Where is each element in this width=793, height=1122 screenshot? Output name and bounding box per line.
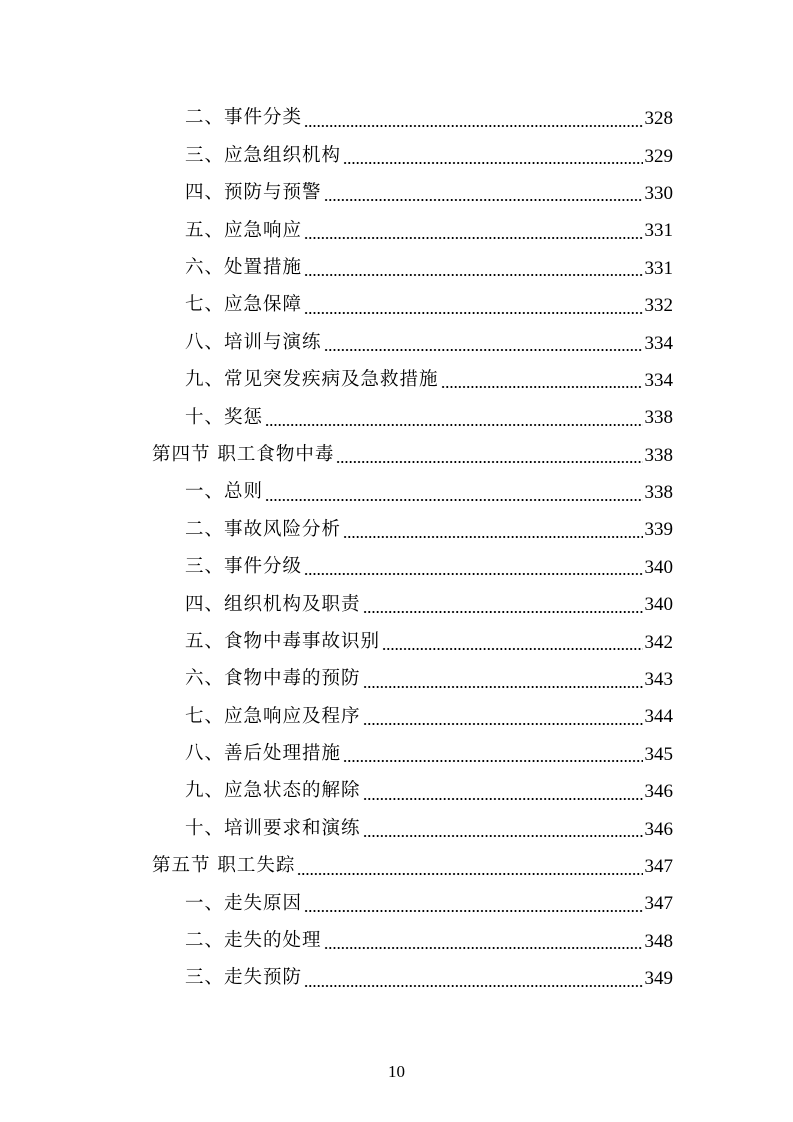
toc-entry-title: 六、处置措施 <box>185 257 303 278</box>
toc-dot-leader <box>297 858 642 876</box>
toc-entry-page: 344 <box>644 706 673 728</box>
toc-entry[interactable] <box>0 661 793 698</box>
toc-entry-title: 十、培训要求和演练 <box>185 817 361 839</box>
toc-entry-page: 338 <box>644 482 673 504</box>
toc-entry-title: 三、应急组织机构 <box>185 144 342 166</box>
table-of-contents <box>0 100 793 997</box>
toc-dot-leader <box>304 558 642 576</box>
toc-section-heading[interactable] <box>0 848 793 885</box>
toc-entry[interactable] <box>0 511 793 548</box>
toc-dot-leader <box>304 110 642 128</box>
toc-dot-leader <box>441 371 643 389</box>
toc-entry[interactable] <box>0 287 793 324</box>
toc-entry-page: 331 <box>644 257 673 279</box>
toc-entry[interactable] <box>0 923 793 960</box>
toc-entry[interactable] <box>0 623 793 660</box>
toc-entry-title: 二、事故风险分析 <box>185 518 342 540</box>
toc-entry[interactable] <box>0 736 793 773</box>
toc-entry-page: 334 <box>644 369 673 391</box>
toc-entry-page: 334 <box>644 332 673 354</box>
toc-entry-page: 340 <box>644 594 673 616</box>
toc-dot-leader <box>363 708 643 726</box>
toc-entry-title: 八、善后处理措施 <box>185 743 342 765</box>
toc-entry-title: 十、奖惩 <box>185 406 264 428</box>
toc-entry[interactable] <box>0 324 793 361</box>
toc-entry-title: 四、预防与预警 <box>185 182 322 204</box>
toc-entry-page: 348 <box>644 930 673 952</box>
toc-entry[interactable] <box>0 773 793 810</box>
toc-entry-title: 九、常见突发疾病及急救措施 <box>185 369 439 391</box>
toc-dot-leader <box>363 783 643 801</box>
toc-entry[interactable] <box>0 586 793 623</box>
toc-entry-page: 330 <box>644 182 673 204</box>
toc-entry-title: 七、应急保障 <box>185 294 303 316</box>
toc-entry-page: 347 <box>644 893 673 915</box>
toc-entry-title: 七、应急响应及程序 <box>185 705 361 727</box>
toc-entry-title: 第五节 职工失踪 <box>152 855 296 877</box>
toc-entry-title: 二、走失的处理 <box>185 930 322 952</box>
toc-entry-title: 二、事件分类 <box>185 107 303 129</box>
toc-entry-title: 第四节 职工食物中毒 <box>152 443 335 465</box>
toc-entry-title: 一、总则 <box>185 481 264 503</box>
toc-entry-title: 三、事件分级 <box>185 556 303 578</box>
page-number: 10 <box>388 1062 405 1081</box>
toc-dot-leader <box>363 671 643 689</box>
toc-dot-leader <box>363 820 643 838</box>
toc-entry-page: 349 <box>644 968 673 990</box>
toc-dot-leader <box>265 409 642 427</box>
toc-entry[interactable] <box>0 698 793 735</box>
toc-entry[interactable] <box>0 810 793 847</box>
toc-entry-page: 331 <box>644 220 673 242</box>
toc-entry[interactable] <box>0 549 793 586</box>
toc-entry-page: 342 <box>644 631 673 653</box>
toc-entry[interactable] <box>0 100 793 137</box>
toc-entry-title: 五、食物中毒事故识别 <box>185 630 381 652</box>
toc-dot-leader <box>324 184 643 202</box>
toc-entry-title: 九、应急状态的解除 <box>185 780 361 802</box>
toc-dot-leader <box>304 259 642 277</box>
toc-entry[interactable] <box>0 399 793 436</box>
toc-dot-leader <box>382 633 642 651</box>
toc-entry[interactable] <box>0 362 793 399</box>
toc-dot-leader <box>324 334 643 352</box>
toc-dot-leader <box>304 297 642 315</box>
toc-dot-leader <box>304 970 642 988</box>
toc-entry-page: 338 <box>644 444 673 466</box>
toc-entry-title: 六、食物中毒的预防 <box>185 668 361 690</box>
toc-entry[interactable] <box>0 885 793 922</box>
toc-dot-leader <box>343 147 642 165</box>
toc-entry[interactable] <box>0 212 793 249</box>
toc-dot-leader <box>343 521 642 539</box>
toc-dot-leader <box>265 484 642 502</box>
toc-entry[interactable] <box>0 137 793 174</box>
toc-entry-page: 328 <box>644 108 673 130</box>
toc-entry-title: 八、培训与演练 <box>185 331 322 353</box>
toc-dot-leader <box>336 446 642 464</box>
toc-entry-page: 346 <box>644 818 673 840</box>
toc-entry-page: 329 <box>644 145 673 167</box>
toc-dot-leader <box>324 932 643 950</box>
toc-entry-page: 339 <box>644 519 673 541</box>
toc-entry-title: 四、组织机构及职责 <box>185 593 361 615</box>
toc-entry-title: 五、应急响应 <box>185 219 303 241</box>
toc-entry[interactable] <box>0 960 793 997</box>
toc-entry-page: 340 <box>644 556 673 578</box>
toc-section-heading[interactable] <box>0 437 793 474</box>
toc-entry-page: 347 <box>644 856 673 877</box>
toc-dot-leader <box>304 222 642 240</box>
toc-entry-page: 343 <box>644 669 673 691</box>
toc-entry-title: 一、走失原因 <box>185 892 303 914</box>
toc-entry-page: 332 <box>644 295 673 317</box>
toc-entry[interactable] <box>0 175 793 212</box>
toc-dot-leader <box>304 895 642 913</box>
toc-entry-page: 346 <box>644 781 673 803</box>
toc-entry-page: 338 <box>644 407 673 429</box>
toc-dot-leader <box>363 596 643 614</box>
toc-entry[interactable] <box>0 474 793 511</box>
toc-entry-title: 三、走失预防 <box>185 967 303 989</box>
toc-entry-page: 345 <box>644 743 673 765</box>
toc-dot-leader <box>343 745 642 763</box>
toc-entry[interactable] <box>0 250 793 287</box>
